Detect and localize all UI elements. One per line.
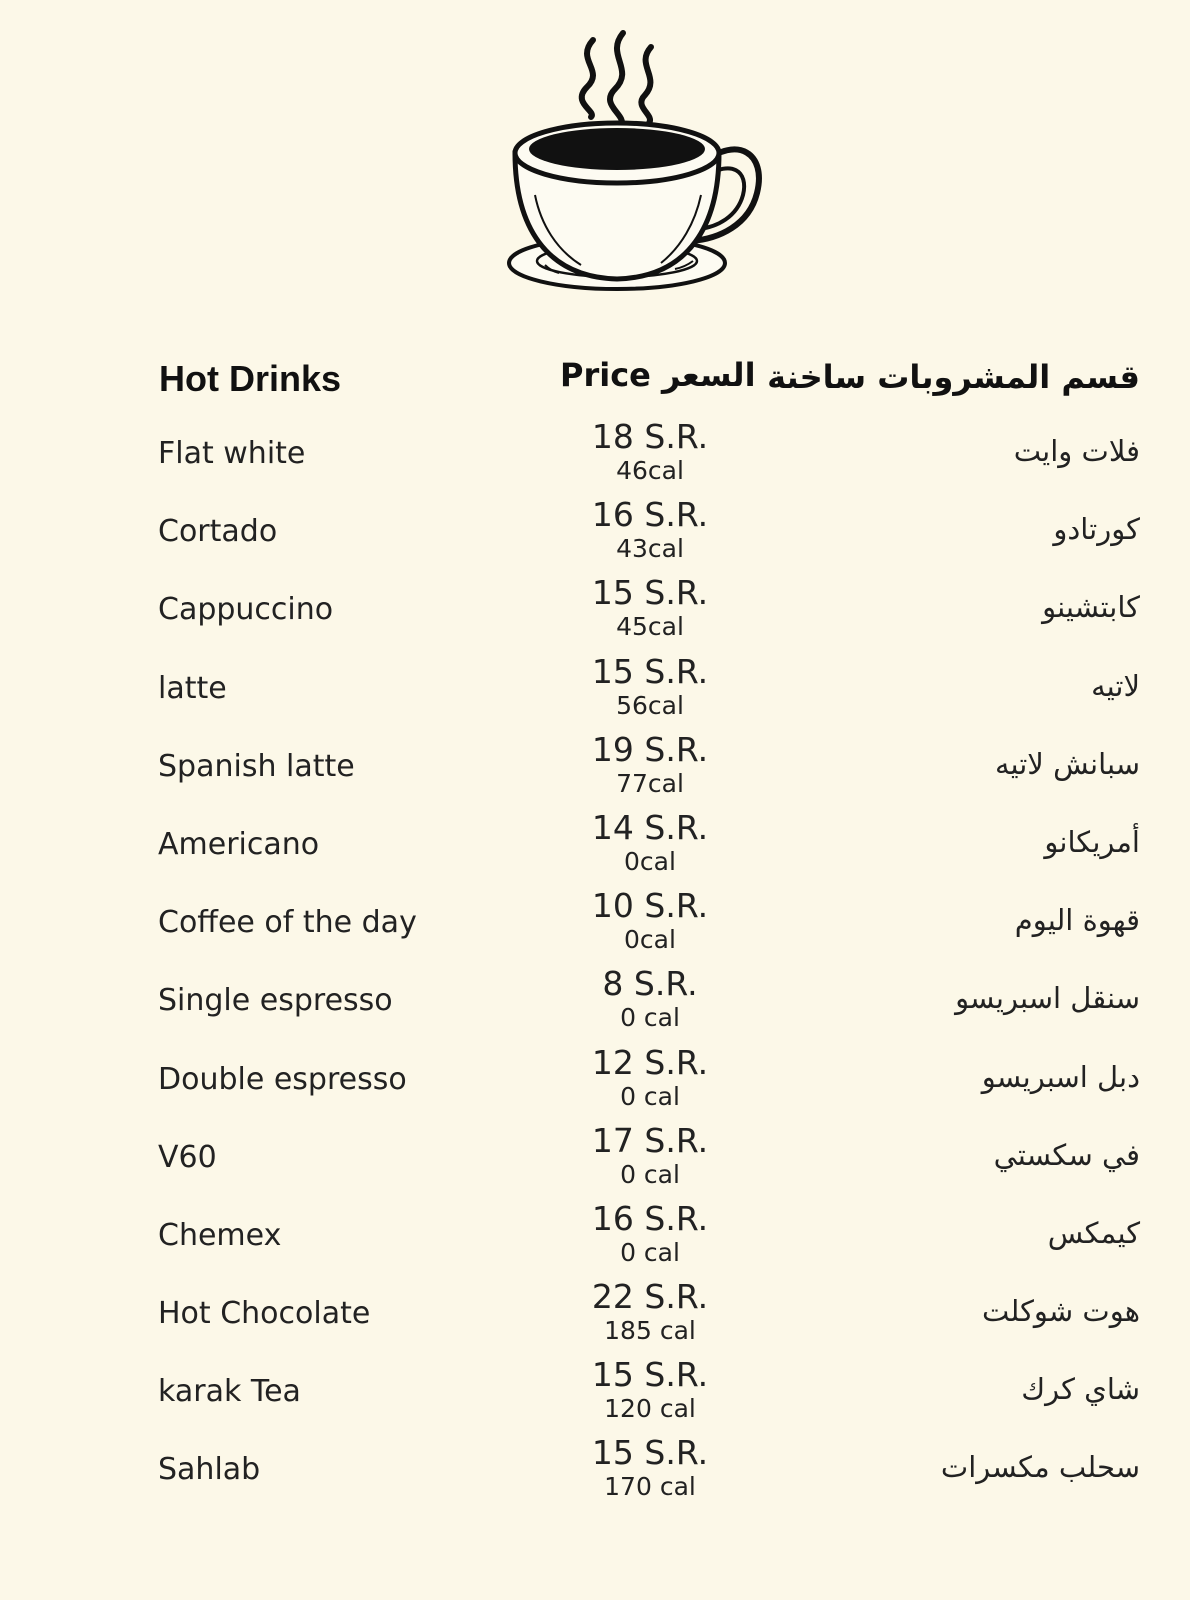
- item-name-en: Chemex: [158, 1217, 282, 1253]
- item-name-en: Single espresso: [158, 983, 393, 1019]
- menu-header: [0, 350, 1190, 410]
- item-price-block: [550, 653, 750, 721]
- section-title-en: Hot Drinks: [159, 358, 342, 399]
- menu-item: [0, 496, 1190, 574]
- item-name-ar: كورتادو: [1053, 512, 1140, 547]
- item-price-block: [550, 418, 750, 486]
- menu-item: [0, 1356, 1190, 1434]
- menu-item: [0, 887, 1190, 965]
- item-price-block: [550, 1278, 750, 1346]
- item-price-block: [550, 1200, 750, 1268]
- item-calories: 0 cal: [620, 1159, 680, 1189]
- menu-item: [0, 731, 1190, 809]
- item-name-en: Double espresso: [158, 1061, 407, 1097]
- item-calories: 0 cal: [620, 1237, 680, 1267]
- item-price: 19 S.R.: [591, 729, 709, 769]
- item-price: 15 S.R.: [591, 573, 709, 613]
- item-name-en: latte: [158, 670, 227, 706]
- menu-item: [0, 965, 1190, 1043]
- item-name-en: Americano: [158, 826, 320, 862]
- item-calories: 0cal: [624, 925, 676, 955]
- item-name-en: Cappuccino: [158, 592, 334, 628]
- item-calories: 56cal: [616, 690, 684, 720]
- item-price: 15 S.R.: [591, 651, 709, 691]
- item-name-ar: سنقل اسبريسو: [955, 981, 1140, 1016]
- item-price: 15 S.R.: [591, 1355, 709, 1395]
- item-calories: 120 cal: [604, 1394, 696, 1424]
- item-price: 14 S.R.: [591, 807, 709, 847]
- menu-item: [0, 809, 1190, 887]
- item-name-en: karak Tea: [158, 1374, 301, 1410]
- item-calories: 170 cal: [604, 1472, 696, 1502]
- menu-item: [0, 1434, 1190, 1512]
- item-price-block: [550, 1434, 750, 1502]
- item-price: 15 S.R.: [591, 1433, 709, 1473]
- item-name-en: Coffee of the day: [158, 905, 417, 941]
- item-price-block: [550, 1356, 750, 1424]
- item-name-en: Flat white: [158, 436, 306, 471]
- menu-item: [0, 418, 1190, 496]
- item-name-ar: سحلب مكسرات: [940, 1450, 1140, 1485]
- item-name-ar: كيمكس: [1047, 1215, 1140, 1250]
- item-price-block: [550, 1122, 750, 1190]
- menu-item: [0, 1278, 1190, 1356]
- item-calories: 46cal: [616, 456, 684, 485]
- item-calories: 43cal: [616, 534, 684, 564]
- item-calories: 0 cal: [620, 1081, 680, 1111]
- item-calories: 45cal: [616, 612, 684, 642]
- menu-list: [0, 418, 1190, 1513]
- menu-item: [0, 1200, 1190, 1278]
- item-name-ar: كابتشينو: [1042, 590, 1140, 625]
- item-name-en: Cortado: [158, 514, 278, 550]
- item-price: 16 S.R.: [591, 495, 709, 535]
- item-price-block: [550, 731, 750, 799]
- item-price-block: [550, 1044, 750, 1112]
- section-title-ar: قسم المشروبات ساخنة: [767, 358, 1140, 396]
- item-name-ar: سبانش لاتيه: [994, 746, 1140, 781]
- item-name-en: Hot Chocolate: [158, 1296, 371, 1332]
- item-name-ar: أمريكانو: [1044, 824, 1140, 859]
- item-price-block: [550, 574, 750, 642]
- item-name-ar: لاتيه: [1091, 668, 1140, 703]
- item-calories: 77cal: [616, 768, 684, 798]
- item-name-en: V60: [158, 1139, 217, 1175]
- menu-item: [0, 1122, 1190, 1200]
- item-name-ar: شاي كرك: [1021, 1372, 1140, 1407]
- coffee-cup-icon: [505, 25, 775, 315]
- item-name-en: Spanish latte: [158, 748, 355, 784]
- item-price: 12 S.R.: [591, 1042, 709, 1082]
- item-name-ar: هوت شوكلت: [982, 1294, 1140, 1329]
- item-price: 10 S.R.: [591, 886, 709, 926]
- item-price: 22 S.R.: [591, 1277, 709, 1317]
- menu-item: [0, 1044, 1190, 1122]
- item-price-block: [550, 965, 750, 1033]
- item-price-block: [550, 496, 750, 564]
- item-name-ar: قهوة اليوم: [1014, 903, 1140, 938]
- item-price: 18 S.R.: [591, 417, 709, 456]
- item-name-ar: دبل اسبريسو: [981, 1059, 1140, 1094]
- menu-item: [0, 653, 1190, 731]
- item-price: 17 S.R.: [591, 1120, 709, 1160]
- item-calories: 0cal: [624, 846, 676, 876]
- price-column-header: Price السعر: [560, 356, 756, 394]
- item-calories: 185 cal: [604, 1316, 696, 1346]
- item-name-ar: فلات وايت: [1013, 434, 1140, 468]
- menu-item: [0, 574, 1190, 652]
- item-name-ar: في سكستي: [993, 1137, 1140, 1172]
- item-price: 8 S.R.: [602, 964, 698, 1004]
- item-name-en: Sahlab: [158, 1452, 261, 1488]
- item-price-block: [550, 887, 750, 955]
- item-price: 16 S.R.: [591, 1198, 709, 1238]
- item-price-block: [550, 809, 750, 877]
- item-calories: 0 cal: [620, 1003, 680, 1033]
